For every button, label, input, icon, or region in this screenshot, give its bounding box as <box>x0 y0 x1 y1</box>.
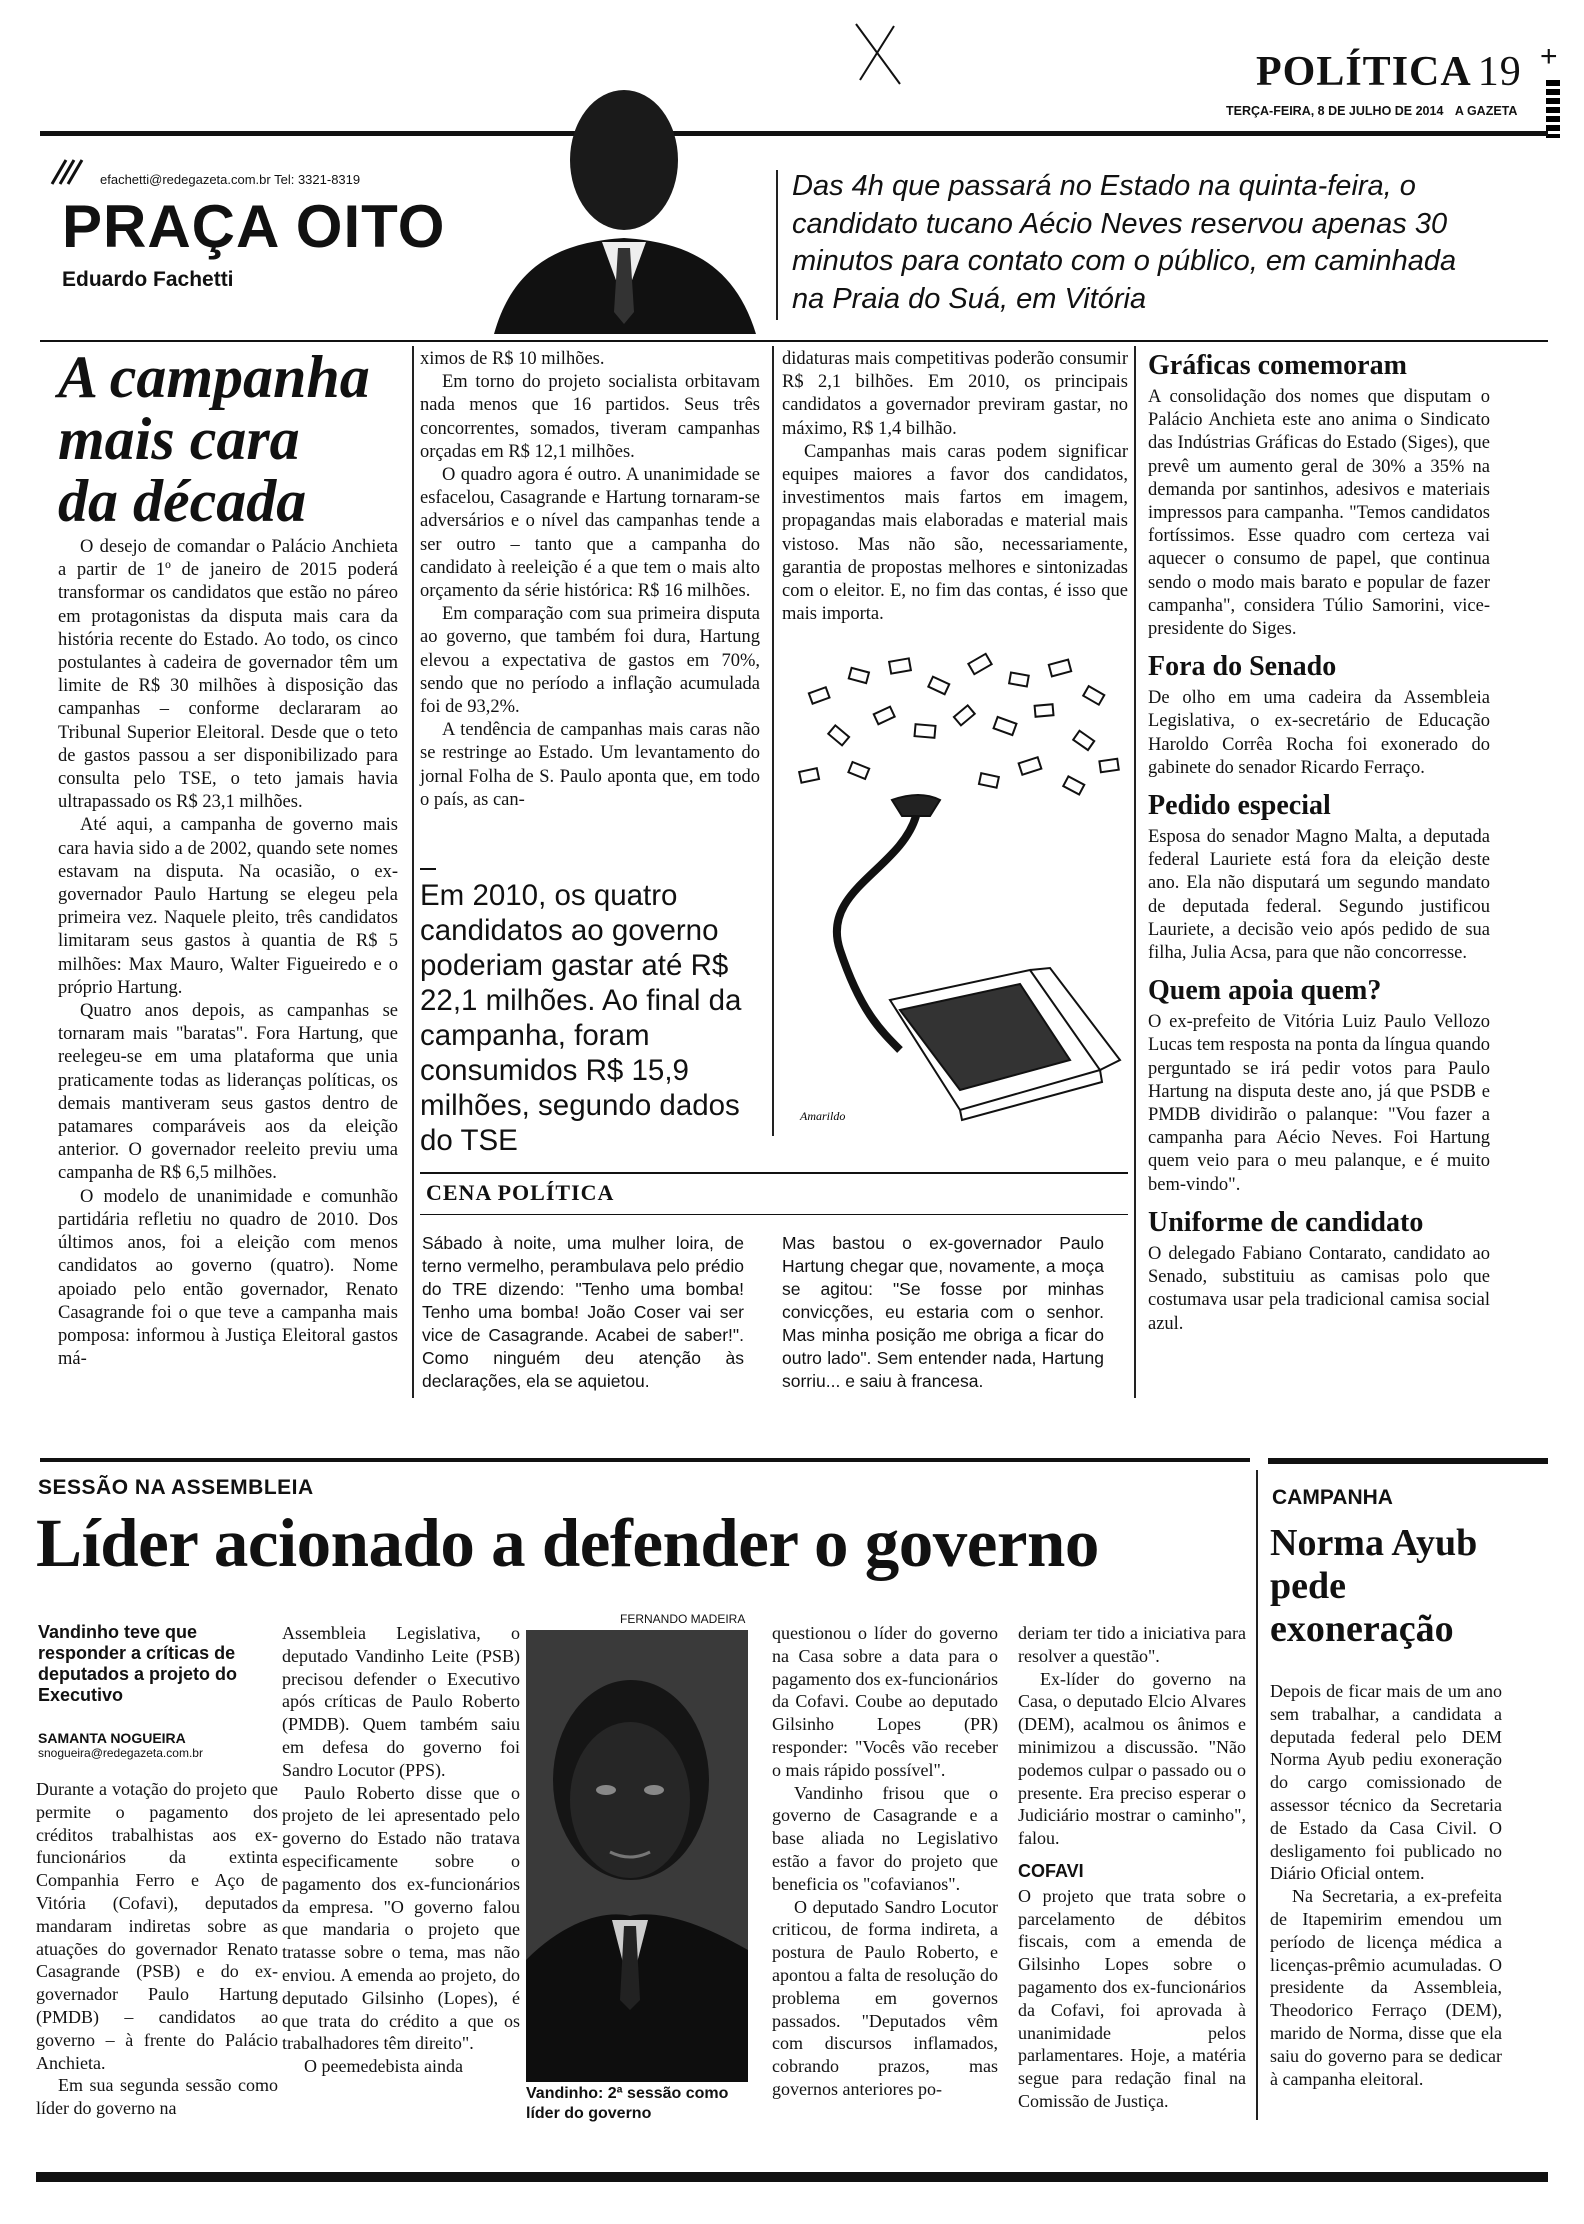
campanha-kicker: CAMPANHA <box>1272 1486 1393 1509</box>
section-rule <box>40 1458 1250 1462</box>
vandinho-photo <box>526 1630 748 2082</box>
main-col3-para: didaturas mais competitivas poderão consumir R$ 2,1 bilhões. Em 2010, os principais candidatos a governador previram gastar, no máximo, R$ 1,4 bilhão. <box>782 349 1128 439</box>
money-printer-illustration <box>780 650 1130 1130</box>
campanha-body <box>1270 1680 1502 2090</box>
assembleia-para: Assembleia Legislativa, o deputado Vandinho Leite (PSB) precisou defender o Executivo após críticas de Paulo Roberto (PMDB). Quem também saiu em defesa do governo foi Sandro Locutor (PPS). <box>282 1623 520 1780</box>
assembleia-col-2 <box>282 1622 520 2078</box>
main-col-3 <box>782 348 1128 626</box>
note-senado <box>1148 651 1490 780</box>
assembleia-para: questionou o líder do governo na Casa sobre a data para o pagamento dos ex-funcionários da Cofavi. Coube ao deputado Gilsinho Lopes (PR) responder: "Vocês vão receber o mais rápido possível". <box>772 1623 998 1780</box>
main-col2-para: Em comparação com sua primeira disputa ao governo, que também foi dura, Hartung elevou a expectativa de gastos em 70%, sendo que no período a inflação acumulada foi de 93,2%. <box>420 604 760 718</box>
note-text: De olho em uma cadeira da Assembleia Legislativa, o ex-secretário de Educação Haroldo Corrêa Rocha foi exonerado do gabinete do senador Ricardo Ferraço. <box>1148 688 1490 778</box>
pullquote: Em 2010, os quatro candidatos ao governo poderiam gastar até R$ 22,1 milhões. Ao final da campanha, foram consumidos R$ 15,9 milhões, segundo dados do TSE <box>420 879 742 1157</box>
footer-rule <box>36 2172 1548 2182</box>
note-title: Pedido especial <box>1148 790 1331 822</box>
note-apoio <box>1148 975 1490 1197</box>
plus-mark: + <box>1540 40 1558 73</box>
banner-rule <box>40 340 1548 342</box>
note-title: Fora do Senado <box>1148 651 1337 683</box>
photo-credit: FERNANDO MADEIRA <box>620 1612 746 1626</box>
columnist-photo <box>474 72 774 334</box>
note-text: O delegado Fabiano Contarato, candidato ao Senado, substituiu as camisas polo que costumava usar pela tradicional camisa social azul. <box>1148 1243 1490 1334</box>
assembleia-para: Paulo Roberto disse que o projeto de lei apresentado pelo governo do Estado não tratava especificamente sobre o pagamento dos ex-funcionários da empresa. "O governo falou que mandaria o projeto que tratasse sobre o tema, mas não enviou. A emenda ao projeto, do deputado Gilsinho (Lopes), é que trata do crédito a que os trabalhadores têm direito". <box>282 1782 520 2054</box>
cena-right: Mas bastou o ex-governador Paulo Hartung chegar que, novamente, a moça se agitou: "Se fosse por minhas convicções, eu estaria com o senhor. Mas minha posição me obriga a ficar do outro lado". Sem entender nada, Hartung sorriu... e saiu à francesa. <box>782 1233 1104 1391</box>
note-text: A consolidação dos nomes que disputam o Palácio Anchieta este ano anima o Sindicato das Indústrias Gráficas do Estado (Siges), que prevê um aumento geral de 30% a 35% na demanda por santinhos, adesivos e materiais impressos para campanha. "Temos candidatos fortíssimos. Esse quadro com certeza vai aquecer o consumo de papel, que continua sendo o modo mais barato e popular de fazer campanha", considera Túlio Samorini, vice-presidente do Siges. <box>1148 387 1490 640</box>
page-number: 19 <box>1477 49 1522 95</box>
main-col1-para: Até aqui, a campanha de governo mais cara havia sido a de 2002, quando sete nomes estavam na disputa. Na ocasião, o ex-governador Paulo Hartung se elegeu pela primeira vez. Naquele pleito, três candidatos limitaram seus gastos à quantia de R$ 5 milhões: Max Mauro, Walter Figueiredo e o próprio Hartung. <box>58 815 398 998</box>
column-title: PRAÇA OITO <box>62 193 446 260</box>
headline-line-2: mais cara <box>58 406 300 472</box>
illustration-signature: Amarildo <box>800 1109 846 1123</box>
assembleia-para: Ex-líder do governo na Casa, o deputado Elcio Alvares (DEM), acalmou os ânimos e minimizou a discussão. "Não podemos culpar o passado ou o presente. Era preciso esperar o Judiciário mostrar o caminho", falou. <box>1018 1668 1246 1849</box>
campanha-para: Na Secretaria, a ex-prefeita de Itapemirim emendou um período de licença médica a licenças-prêmio acumuladas. O presidente da Assembleia, Theodorico Ferraço (DEM), marido de Norma, disse que ela saiu do governo para se dedicar à campanha eleitoral. <box>1270 1886 1502 2089</box>
assembleia-para: Durante a votação do projeto que permite o pagamento dos créditos trabalhistas aos ex-funcionários da extinta Companhia Ferro e Aço de Vitória (Cofavi), deputados mandaram indiretas sobre as atuações do governador Renato Casagrande (PSB) e do ex-governador Paulo Hartung (PMDB) – candidatos ao governo – à frente do Palácio Anchieta. <box>36 1779 278 2073</box>
column-author: Eduardo Fachetti <box>62 268 234 291</box>
cena-mid-rule <box>420 1214 1128 1215</box>
note-title: Quem apoia quem? <box>1148 975 1382 1007</box>
headline-line-3: da década <box>58 468 307 534</box>
registration-mark <box>1546 80 1560 138</box>
assembleia-subhead: Vandinho teve que responder a críticas de deputados a projeto do Executivo <box>38 1622 238 1705</box>
main-col3-para: Campanhas mais caras podem significar equipes maiores a favor dos candidatos, investimentos mais fartos em imagem, propagandas mais elaboradas e material mais vistoso. Mas não são, necessariamente, garantia de propostas melhores e sintonizadas com o eleitor. E, no fim das contas, é isso que mais importa. <box>782 441 1128 625</box>
assembleia-col-4 <box>1018 1622 1246 2113</box>
pen-mark <box>848 14 908 99</box>
date: TERÇA-FEIRA, 8 DE JULHO DE 2014 <box>1226 104 1444 118</box>
column-quote: Das 4h que passará no Estado na quinta-feira, o candidato tucano Aécio Neves reservou apenas 30 minutos para contato com o público, em caminhada na Praia do Suá, em Vitória <box>792 170 1457 315</box>
assembleia-subhead-cofavi: COFAVI <box>1018 1860 1084 1881</box>
main-col-1 <box>58 536 398 1371</box>
campanha-para: Depois de ficar mais de um ano sem trabalhar, a candidata a deputada federal pelo DEM Norma Ayub pediu exoneração do cargo comissionado de assessor técnico da Secretaria de Estado da Casa Civil. O desligamento foi publicado no Diário Oficial ontem. <box>1270 1681 1502 1884</box>
pullquote-rule <box>420 868 436 870</box>
note-pedido <box>1148 790 1490 965</box>
cena-top-rule <box>420 1172 1128 1174</box>
byline-name: SAMANTA NOGUEIRA <box>38 1730 186 1746</box>
section-rule-right <box>1268 1458 1548 1464</box>
assembleia-para: deriam ter tido a iniciativa para resolver a questão". <box>1018 1623 1246 1666</box>
col-divider <box>1134 346 1136 1398</box>
note-text: O ex-prefeito de Vitória Luiz Paulo Vellozo Lucas tem resposta na ponta da língua quando perguntado se irá pedir votos para Paulo Hartung na disputa deste ano, já que PSDB e PMDB dividirão o palanque: "Vou fazer a campanha para Aécio Neves. Foi Hartung quem veio para o meu palanque, e é muito bem-vindo". <box>1148 1012 1490 1195</box>
main-col1-para: O desejo de comandar o Palácio Anchieta a partir de 1º de janeiro de 2015 poderá transformar os candidatos que estão no páreo em protagonistas da disputa mais cara da história recente do Estado. Ao todo, os cinco postulantes à cadeira de governador têm um limite de R$ 30 milhões à disposição das campanhas – conforme declararam ao Tribunal Superior Eleitoral. Desde que o teto de gastos passou a ser disponibilizado para consulta pelo TSE, o teto jamais havia ultrapassado os R$ 23,1 milhões. <box>58 537 398 813</box>
col-divider <box>412 346 414 1398</box>
cena-label: CENA POLÍTICA <box>426 1180 615 1205</box>
section-name: POLÍTICA <box>1256 49 1472 95</box>
campanha-headline: Norma Ayub pede exoneração <box>1270 1522 1478 1650</box>
assembleia-headline: Líder acionado a defender o governo <box>36 1505 1099 1581</box>
main-col2-para: ximos de R$ 10 milhões. <box>420 349 605 369</box>
column-contact: efachetti@redegazeta.com.br Tel: 3321-8319 <box>100 172 361 187</box>
assembleia-col-1 <box>36 1778 278 2120</box>
header-rule <box>40 131 1548 136</box>
assembleia-para: O projeto que trata sobre o parcelamento de débitos fiscais, com a emenda de Gilsinho Lopes sobre o pagamento dos ex-funcionários da Cofavi, foi aprovada à unanimidade pelos parlamentares. Hoje, a matéria segue para redação final na Comissão de Justiça. <box>1018 1885 1246 2111</box>
note-text: Esposa do senador Magno Malta, a deputada federal Lauriete está fora da eleição deste ano. Ela não disputará um segundo mandato de deputada federal. Segundo justificou Lauriete, a decisão veio após pedido de sua filha, Julia Acsa, para que não concorresse. <box>1148 827 1490 964</box>
campanha-divider <box>1256 1470 1258 2120</box>
assembleia-kicker: SESSÃO NA ASSEMBLEIA <box>38 1476 314 1499</box>
main-headline <box>58 346 428 532</box>
assembleia-byline <box>38 1730 278 1760</box>
notes-column <box>1148 350 1490 1336</box>
photo-caption: Vandinho: 2ª sessão como líder do governo <box>526 2085 729 2122</box>
note-title: Gráficas comemoram <box>1148 350 1407 381</box>
assembleia-col-3 <box>772 1622 998 2101</box>
section-title <box>1256 48 1522 96</box>
note-gráficas <box>1148 350 1490 641</box>
quote-divider <box>776 170 778 320</box>
main-col1-para: O modelo de unanimidade e comunhão partidária refletiu no quadro de 2010. Dos últimos anos, foi a eleição com menos candidatos ao governo (quatro). Nome apoiado pelo então governador, Renato Casagrande foi o que teve a campanha mais pomposa: informou à Justiça Eleitoral gastos má- <box>58 1186 398 1370</box>
main-col2-para: O quadro agora é outro. A unanimidade se esfacelou, Casagrande e Hartung tornaram-se adversários e o nível das campanhas tende a ser outro – tanto que a campanha do candidato à reeleição é a que tem o mais alto orçamento da série histórica: R$ 16 milhões. <box>420 465 760 602</box>
headline-line-1: A campanha <box>58 344 370 410</box>
assembleia-para: Vandinho frisou que o governo de Casagrande e a base aliada no Legislativo estão a favor do projeto que beneficia os "cofavianos". <box>772 1782 998 1894</box>
paper-name: A GAZETA <box>1454 104 1518 118</box>
assembleia-para: Em sua segunda sessão como líder do governo na <box>36 2075 278 2119</box>
assembleia-para: O peemedebista ainda <box>304 2056 463 2077</box>
main-col2-para: A tendência de campanhas mais caras não se restringe ao Estado. Um levantamento do jornal Folha de S. Paulo aponta que, em todo o país, as can- <box>420 720 760 810</box>
assembleia-para: O deputado Sandro Locutor criticou, de forma indireta, a postura de Paulo Roberto, e apontou a falta de resolução do problema em governos passados. "Deputados vêm com discursos inflamados, cobrando prazos, mas governos anteriores po- <box>772 1896 998 2099</box>
column-logo <box>48 148 84 193</box>
byline-email: snogueira@redegazeta.com.br <box>38 1746 203 1760</box>
col-divider <box>772 346 774 1136</box>
note-uniforme <box>1148 1207 1490 1336</box>
main-col1-para: Quatro anos depois, as campanhas se tornaram mais "baratas". Fora Hartung, que reelegeu-se em uma plataforma que unia praticamente todas as lideranças políticas, os demais mantiveram seus gastos dentro de patamares comparáveis aos da eleição anterior. O governador reeleito previu uma campanha de R$ 6,5 milhões. <box>58 1001 398 1184</box>
note-title: Uniforme de candidato <box>1148 1206 1424 1238</box>
main-col-2 <box>420 348 760 812</box>
dateline <box>1226 104 1517 118</box>
main-col2-para: Em torno do projeto socialista orbitavam nada menos que 16 partidos. Seus três concorrentes, somados, tiveram campanhas orçadas em R$ 12,1 milhões. <box>420 372 760 462</box>
cena-left: Sábado à noite, uma mulher loira, de terno vermelho, perambulava pelo prédio do TRE dizendo: "Tenho uma bomba! Tenho uma bomba! João Coser vai ser vice de Casagrande. Acabei de saber!". Como ninguém deu atenção às declarações, ela se aquietou. <box>422 1233 744 1391</box>
